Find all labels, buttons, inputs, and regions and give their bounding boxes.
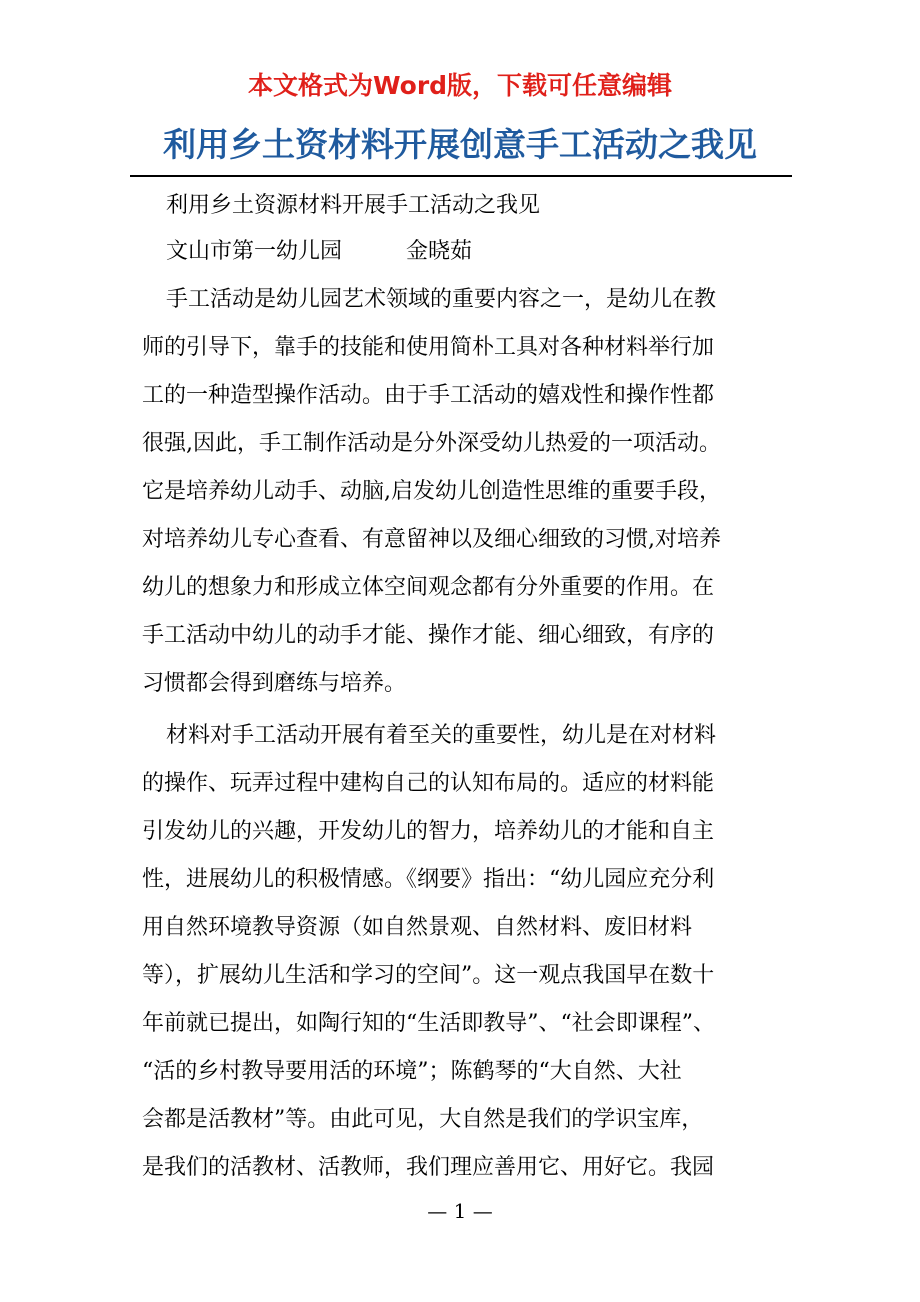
paragraph-2-line: 材料对手工活动开展有着至关的重要性，幼儿是在对材料 xyxy=(166,723,717,748)
paragraph-2-line: 的操作、玩弄过程中建构自己的认知布局的。适应的材料能 xyxy=(142,771,715,796)
author-name: 金晓茹 xyxy=(406,239,473,264)
paragraph-1-line: 它是培养幼儿动手、动脑,启发幼儿创造性思维的重要手段， xyxy=(142,479,721,504)
byline xyxy=(166,232,472,272)
paragraph-1-line: 手工活动中幼儿的动手才能、操作才能、细心细致，有序的 xyxy=(142,623,715,648)
title-divider xyxy=(130,175,792,177)
document-title: 利用乡土资材料开展创意手工活动之我见 xyxy=(163,125,757,164)
paragraph-1-line: 工的一种造型操作活动。由于手工活动的嬉戏性和操作性都 xyxy=(142,383,715,408)
paragraph-1-line: 习惯都会得到磨练与培养。 xyxy=(142,671,407,696)
paragraph-2-line: 年前就已提出，如陶行知的“生活即教导”、“社会即课程”、 xyxy=(142,1011,715,1036)
paragraph-2-line: 用自然环境教导资源（如自然景观、自然材料、废旧材料 xyxy=(142,915,693,940)
paragraph-1-line: 手工活动是幼儿园艺术领域的重要内容之一，是幼儿在教 xyxy=(166,287,717,312)
paragraph-2-line: 是我们的活教材、活教师，我们理应善用它、用好它。我园 xyxy=(142,1155,715,1180)
paragraph-1 xyxy=(142,276,787,708)
paragraph-2-line: “活的乡村教导要用活的环境”；陈鹤琴的“大自然、大社 xyxy=(142,1059,682,1084)
paragraph-1-line: 很强,因此，手工制作活动是分外深受幼儿热爱的一项活动。 xyxy=(142,431,721,456)
format-notice: 本文格式为Word版，下载可任意编辑 xyxy=(247,71,673,100)
paragraph-2 xyxy=(142,712,787,1192)
paragraph-1-line: 师的引导下，靠手的技能和使用简朴工具对各种材料举行加 xyxy=(142,335,715,360)
school-name: 文山市第一幼儿园 xyxy=(166,239,343,264)
paragraph-2-line: 会都是活教材”等。由此可见，大自然是我们的学识宝库， xyxy=(142,1107,704,1132)
paragraph-2-line: 等），扩展幼儿生活和学习的空间”。这一观点我国早在数十 xyxy=(142,963,715,988)
paragraph-1-line: 对培养幼儿专心查看、有意留神以及细心细致的习惯,对培养 xyxy=(142,527,721,552)
page-number: — 1 — xyxy=(427,1199,493,1223)
paragraph-1-line: 幼儿的想象力和形成立体空间观念都有分外重要的作用。在 xyxy=(142,575,715,600)
article-subtitle: 利用乡土资源材料开展手工活动之我见 xyxy=(166,193,541,218)
paragraph-2-line: 性，进展幼儿的积极情感。《纲要》指出：“幼儿园应充分利 xyxy=(142,867,715,892)
paragraph-2-line: 引发幼儿的兴趣，开发幼儿的智力，培养幼儿的才能和自主 xyxy=(142,819,715,844)
